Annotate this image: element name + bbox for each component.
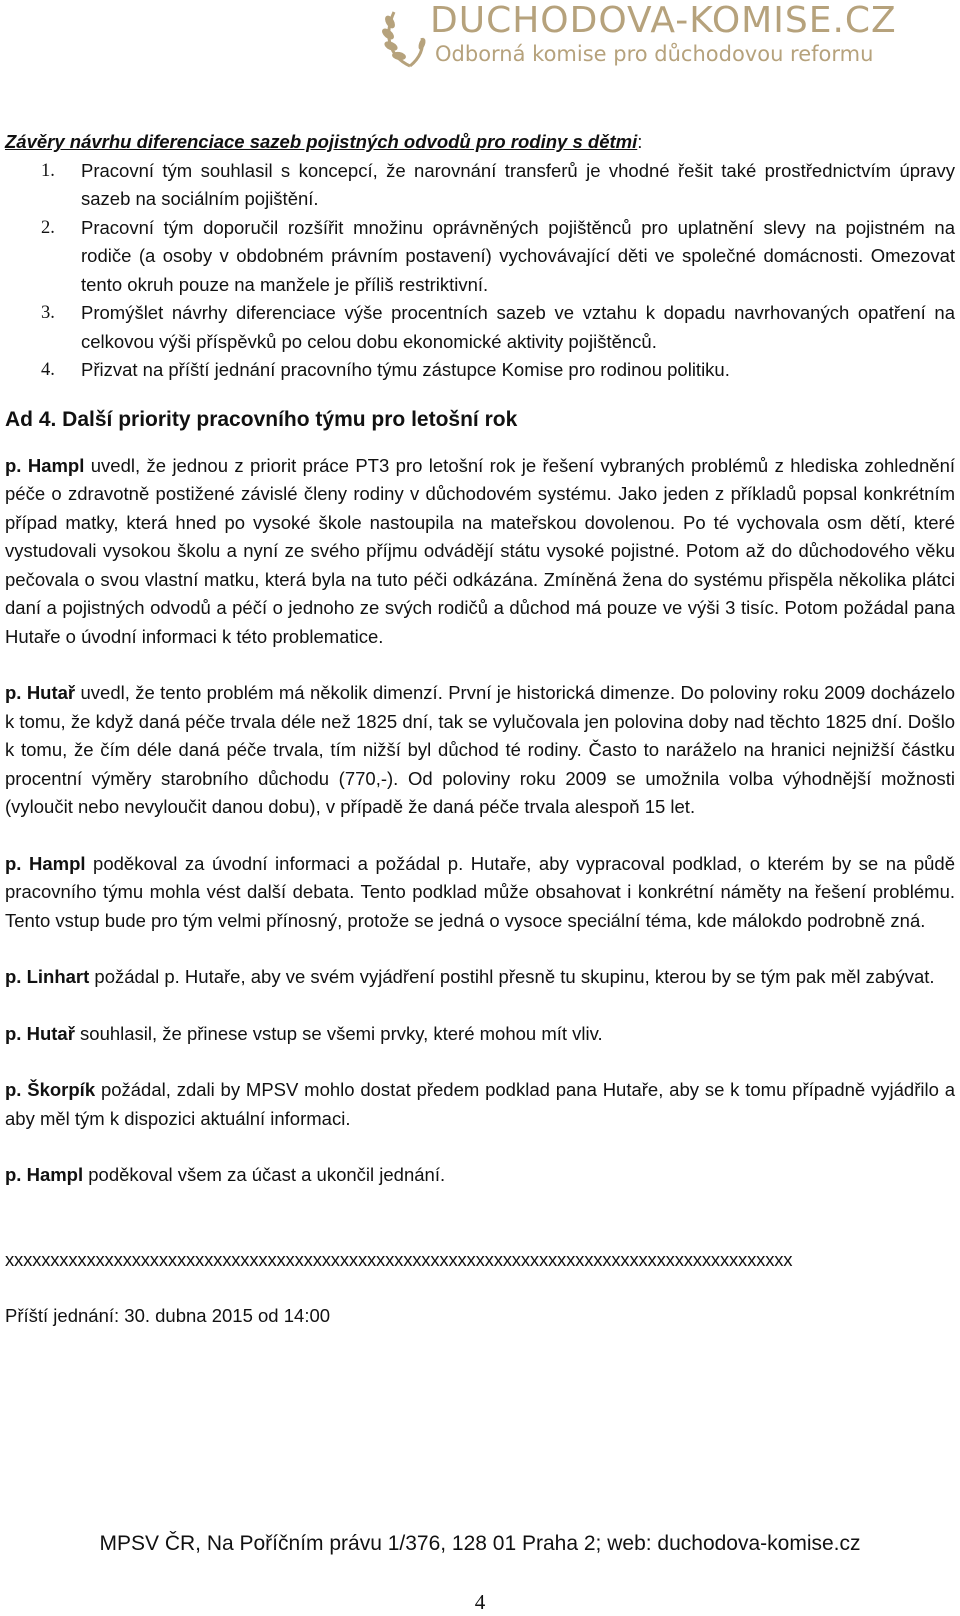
paragraph-text: uvedl, že jednou z priorit práce PT3 pro letošní rok je řešení vybraných problémů z hlediska zohlednění péče o zdravotně postižené závislé členy rodiny v důchodovém systému. Jako jeden z příkladů popsal konkrétním případ matky, která hned po vysoké škole nastoupila na mateřskou dovolenou. Po té vychovala osm dětí, které vystudovali vysokou školu a nyní ze svého příjmu odvádějí státu vysoké pojistné. Potom až do důchodového věku pečovala o svou vlastní matku, která byla na tuto péči odkázána. Zmíněná žena do systému přispěla několika plátci daní a pojistných odvodů a péčí o jednoho ze svých rodičů a důchod má pouze ve výši 3 tisíc. Potom požádal pana Hutaře o úvodní informaci k této problematice. xyxy=(5,454,955,647)
item-text: Promýšlet návrhy diferenciace výše procentních sazeb ve vztahu k dopadu navrhovaných opatření na celkovou výši příspěvků po celou dobu ekonomické aktivity pojištěnců. xyxy=(81,302,955,352)
paragraph-text: požádal p. Hutaře, aby ve svém vyjádření postihl přesně tu skupinu, kterou by se tým pak měl zabývat. xyxy=(89,966,935,987)
minutes-paragraph xyxy=(5,1020,955,1049)
conclusions-list xyxy=(5,157,955,385)
minutes-paragraph xyxy=(5,850,955,936)
speaker-name: p. Hutař xyxy=(5,1022,75,1044)
footer-address: MPSV ČR, Na Poříčním právu 1/376, 128 01 Praha 2; web: duchodova-komise.cz xyxy=(99,1532,861,1555)
speaker-name: p. Hampl xyxy=(5,454,85,476)
item-number: 2. xyxy=(41,217,55,238)
item-number: 4. xyxy=(41,360,55,380)
speaker-name: p. Škorpík xyxy=(5,1079,96,1100)
paragraph-text: uvedl, že tento problém má několik dimenzí. První je historická dimenze. Do poloviny roku 2009 docházelo k tomu, že když daná péče trvala déle než 1825 dní, tak se vylučovala jen polovina doby nad těchto 1825 dní. Došlo k tomu, že čím déle daná péče trvala, tím nižší byl důchod té rodiny. Často to naráželo na hranici nejnižší částku procentní výměry starobního důchodu (770,-). Od poloviny roku 2009 se umožnila volba výhodnější možnosti (vyloučit nebo nevyloučit danou dobu), v případě že daná péče trvala alespoň 15 let. xyxy=(5,682,955,817)
minutes-paragraph xyxy=(5,963,955,992)
item-text: Pracovní tým doporučil rozšířit množinu oprávněných pojištěnců pro uplatnění slevy na pojistném na rodiče (a osoby v obdobném právním postavení) vychovávající děti ve společné domácnosti. Omezovat tento okruh pouze na manžele je příliš restriktivní. xyxy=(81,216,955,295)
conclusions-heading xyxy=(5,128,955,157)
header-logo xyxy=(380,2,955,72)
logo-subtitle: Odborná komise pro důchodovou reformu xyxy=(435,42,874,66)
paragraph-text: poděkoval za úvodní informaci a požádal p. Hutaře, aby vypracoval podklad, o kterém by se na půdě pracovního týmu mohla vést další debata. Tento podklad může obsahovat i konkrétní náměty na řešení problému. Tento vstup bude pro tým velmi přínosný, protože se jedná o vysoce speciální téma, kde málokdo podrobně zná. xyxy=(5,852,955,931)
speaker-name: p. Linhart xyxy=(5,966,90,987)
logo-title: DUCHODOVA-KOMISE.CZ xyxy=(430,0,897,41)
next-meeting: Příští jednání: 30. dubna 2015 od 14:00 xyxy=(5,1305,331,1326)
item-text: Přizvat na příští jednání pracovního týmu zástupce Komise pro rodinou politiku. xyxy=(81,359,730,380)
speaker-name: p. Hampl xyxy=(5,852,86,874)
minutes-paragraph xyxy=(5,1161,955,1190)
speaker-name: p. Hampl xyxy=(5,1164,84,1185)
laurel-icon xyxy=(380,4,428,70)
conclusions-title: Závěry návrhu diferenciace sazeb pojistných odvodů pro rodiny s dětmi xyxy=(5,131,638,152)
item-text: Pracovní tým souhlasil s koncepcí, že narovnání transferů je vhodné řešit také prostřednictvím úpravy sazeb na sociálním pojištění. xyxy=(81,159,955,209)
paragraph-text: požádal, zdali by MPSV mohlo dostat předem podklad pana Hutaře, aby se k tomu případně vyjádřilo a aby měl tým k dispozici aktuální informaci. xyxy=(5,1079,955,1129)
document-body xyxy=(5,128,955,1331)
item-number: 1. xyxy=(41,160,55,181)
section-heading: Ad 4. Další priority pracovního týmu pro letošní rok xyxy=(5,407,518,431)
list-item xyxy=(5,157,955,214)
minutes-paragraph xyxy=(5,679,955,822)
minutes-paragraph xyxy=(5,452,955,652)
speaker-name: p. Hutař xyxy=(5,682,76,703)
item-number: 3. xyxy=(41,303,55,323)
separator-line: xxxxxxxxxxxxxxxxxxxxxxxxxxxxxxxxxxxxxxxxxxxxxxxxxxxxxxxxxxxxxxxxxxxxxxxxxxxxxxxxxxxxxxx xyxy=(5,1248,793,1270)
minutes-paragraph xyxy=(5,1076,955,1133)
paragraph-text: poděkoval všem za účast a ukončil jednání. xyxy=(83,1164,446,1185)
list-item xyxy=(5,356,955,385)
conclusions-colon: : xyxy=(637,131,643,152)
paragraph-text: souhlasil, že přinese vstup se všemi prvky, které mohou mít vliv. xyxy=(74,1022,603,1044)
list-item xyxy=(5,299,955,356)
page-number: 4 xyxy=(474,1590,486,1614)
list-item xyxy=(5,214,955,300)
